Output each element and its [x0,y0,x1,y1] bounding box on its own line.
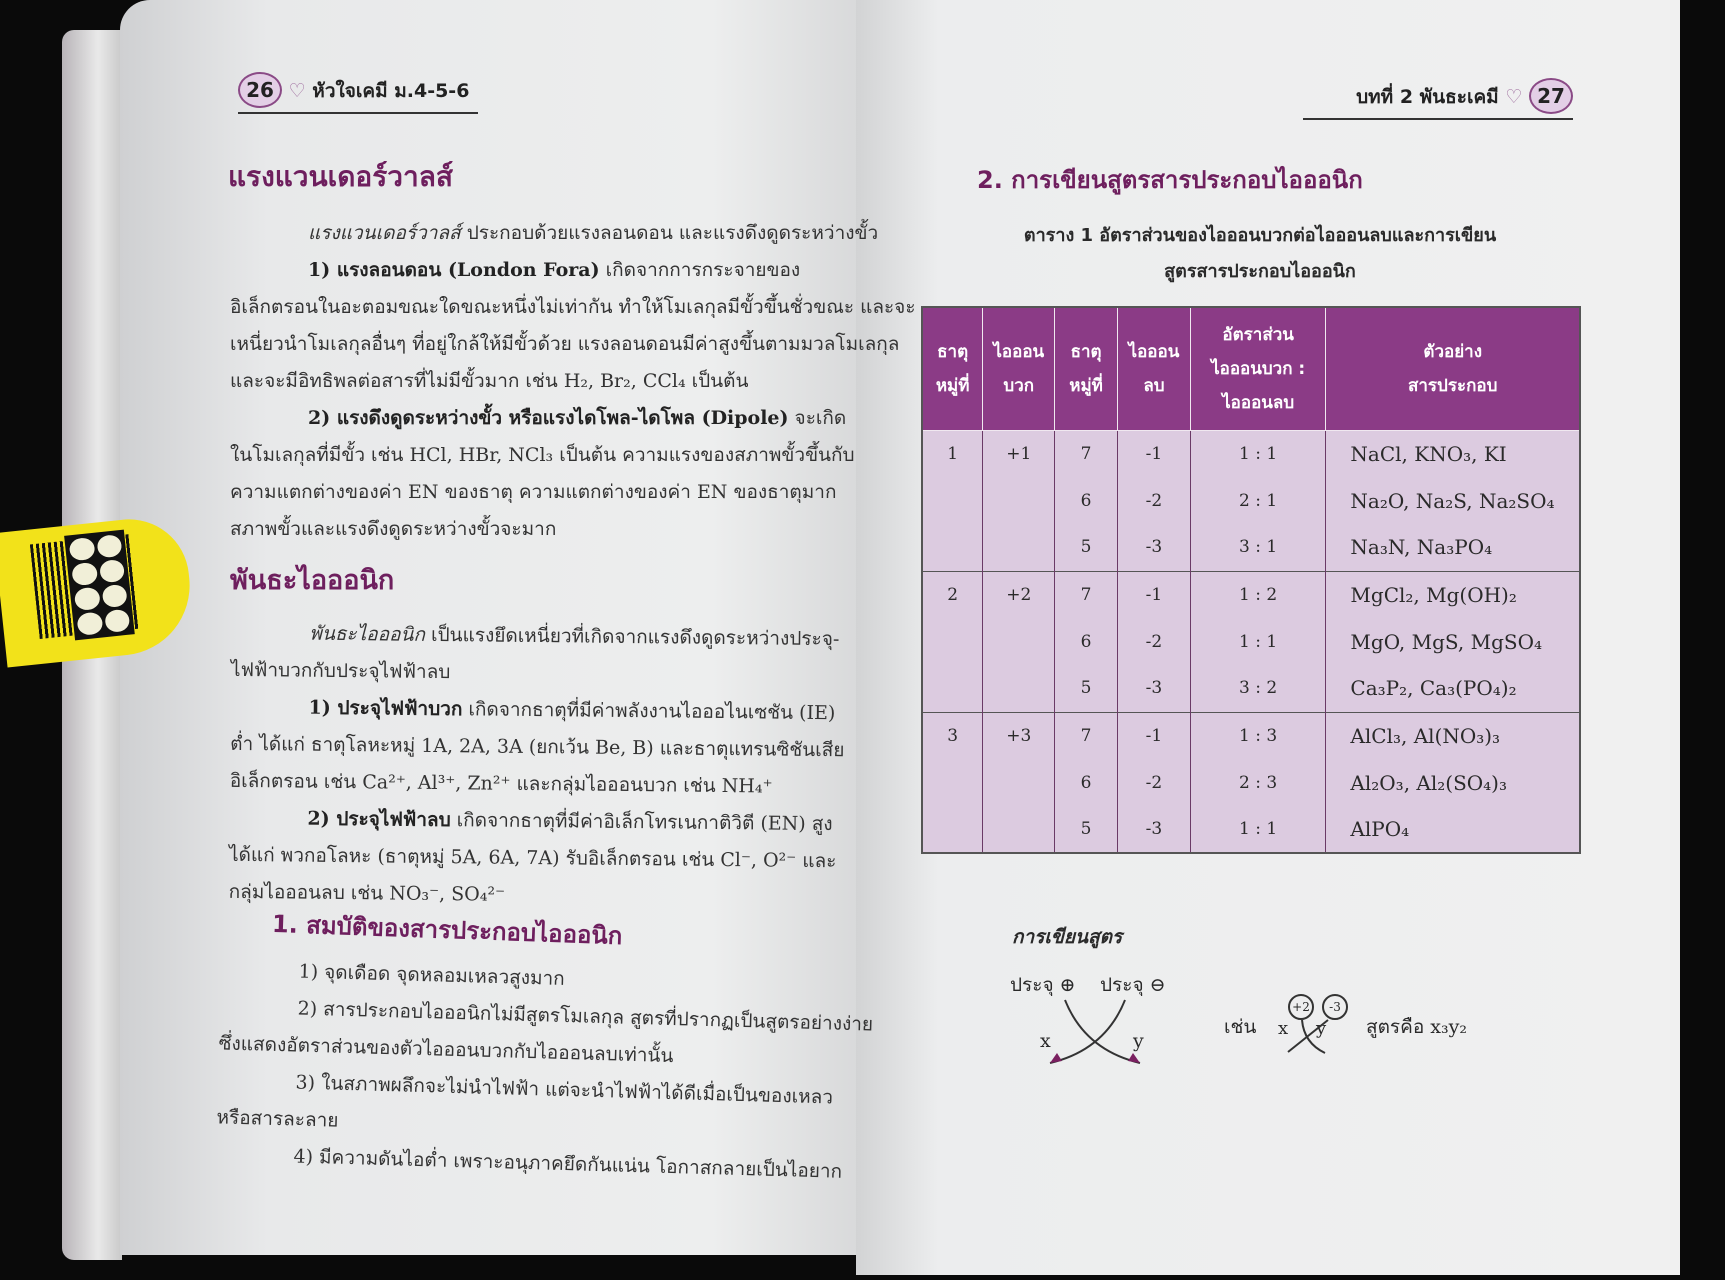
section-title: 1. สมบัติของสารประกอบไอออนิก [271,909,623,951]
line-text: และจะมีอิทธิพลต่อสารที่ไม่มีขั้วมาก เช่น H₂, Br₂, CCl₄ เป็นต้น [230,370,749,392]
y-label: y [1133,1030,1144,1052]
table-cell [922,524,983,571]
negative-charge-label: ประจุ ⊖ [1100,974,1166,996]
text-line [230,289,916,326]
column-header: อัตราส่วน ไอออนบวก : ไอออนลบ [1190,307,1326,430]
line-text: เหนี่ยวนำโมเลกุลอื่นๆ ที่อยู่ใกล้ให้มีขั้วด้วย แรงลอนดอนมีค่าสูงขึ้นตามมวลโมเลกุล [230,333,900,355]
table-cell: +3 [983,712,1055,759]
text-line [228,837,837,880]
line-text: 3) ในสภาพผลึกจะไม่นำไฟฟ้า แต่จะนำไฟฟ้าได้ดีเมื่อเป็นของเหลว [295,1071,834,1109]
table-cell: 2 : 3 [1190,759,1326,806]
table-cell: -1 [1117,430,1190,477]
text-line [231,652,835,695]
line-text: เกิดจากการกระจายของ [599,259,801,281]
column-header: ธาตุ หมู่ที่ [922,307,983,430]
table-cell [983,477,1055,524]
text-line [230,215,879,252]
text-line [230,726,845,769]
line-text: ต่ำ ได้แก่ ธาตุโลหะหมู่ 1A, 2A, 3A (ยกเว้น Be, B) และธาตุแทรนซิชันเสีย [230,732,845,762]
table-cell: -2 [1117,618,1190,665]
table-cell: 1 : 2 [1190,571,1326,618]
table-cell [922,759,983,806]
ex-negative-charge: -3 [1322,994,1348,1020]
text-line [230,326,900,363]
ex-positive-charge: +2 [1288,994,1314,1020]
line-text: ได้แก่ พวกอโลหะ (ธาตุหมู่ 5A, 6A, 7A) รับอิเล็กตรอน เช่น Cl⁻, O²⁻ และ [228,843,837,873]
table-cell: 3 [922,712,983,759]
text-line [230,511,834,548]
ex-cross-arrow [1280,1018,1340,1058]
section-title: แรงแวนเดอร์วาลส์ [228,160,453,193]
table-cell: -3 [1117,806,1190,853]
table-caption: สูตรสารประกอบไอออนิก [1164,261,1356,282]
table-cell: 7 [1055,430,1118,477]
bold-lead: 1) แรงลอนดอน (London Fora) [308,259,600,281]
line-text: อิเล็กตรอน เช่น Ca²⁺, Al³⁺, Zn²⁺ และกลุ่มไอออนบวก เช่น NH₄⁺ [229,769,773,798]
positive-charge-label: ประจุ ⊕ [1010,974,1076,996]
text-line [230,363,834,400]
table-row [922,712,1580,759]
table-cell: +1 [983,430,1055,477]
text-line [229,800,833,843]
column-header: ไอออน ลบ [1117,307,1190,430]
table-cell: 3 : 2 [1190,665,1326,712]
table-cell [983,524,1055,571]
table-cell: 1 [922,430,983,477]
table-cell: 6 [1055,618,1118,665]
running-title: หัวใจเคมี ม.4-5-6 [312,80,470,102]
line-text: อิเล็กตรอนในอะตอมขณะใดขณะหนึ่งไม่เท่ากัน ทำให้โมเลกุลมีขั้วขึ้นชั่วขณะ และจะ [230,296,916,318]
section3-body [215,951,874,1190]
heart-flask-icon: ♡ [288,80,306,102]
table-cell: AlPO₄ [1326,806,1580,853]
line-text: 4) มีความดันไอต่ำ เพราะอนุภาคยึดกันแน่น โอกาสกลายเป็นไอยาก [293,1145,843,1183]
table-cell: -3 [1117,665,1190,712]
table-cell: -1 [1117,571,1190,618]
ex-y-label: y [1316,1018,1327,1039]
line-text: ไฟฟ้าบวกกับประจุไฟฟ้าลบ [230,658,451,684]
column-header: ตัวอย่าง สารประกอบ [1326,307,1580,430]
line-text: กลุ่มไอออนลบ เช่น NO₃⁻, SO₄²⁻ [228,880,506,906]
table-cell: -3 [1117,524,1190,571]
line-text: จะเกิด [788,407,847,429]
table-cell [922,665,983,712]
table-cell: -1 [1117,712,1190,759]
text-line [230,437,855,474]
emphasis: พันธะไอออนิก [309,622,426,646]
table-cell [922,618,983,665]
table-cell: 7 [1055,571,1118,618]
table-cell [983,806,1055,853]
line-text: สภาพขั้วและแรงดึงดูดระหว่างขั้วจะมาก [230,518,557,540]
section2-body [228,615,845,917]
bold-lead: 2) ประจุไฟฟ้าลบ [307,807,451,832]
column-header: ไอออน บวก [983,307,1055,430]
table-cell: Al₂O₃, Al₂(SO₄)₃ [1326,759,1580,806]
table-cell: 7 [1055,712,1118,759]
table-cell: NaCl, KNO₃, KI [1326,430,1580,477]
table-row [922,618,1580,665]
table-cell: Na₂O, Na₂S, Na₂SO₄ [1326,477,1580,524]
table-cell: +2 [983,571,1055,618]
ion-ratio-table [921,306,1581,854]
line-text: ในโมเลกุลที่มีขั้ว เช่น HCl, HBr, NCl₃ เป็นต้น ความแรงของสภาพขั้วขึ้นกับ [230,444,855,466]
table-row [922,665,1580,712]
left-page-header [238,72,478,114]
table-cell: 1 : 1 [1190,430,1326,477]
bold-lead: 2) แรงดึงดูดระหว่างขั้ว หรือแรงไดโพล-ไดโพล (Dipole) [308,407,789,429]
text-line [231,615,840,658]
line-text: ความแตกต่างของค่า EN ของธาตุ ความแตกต่างของค่า EN ของธาตุมาก [230,481,837,503]
text-line [230,689,834,732]
text-line [230,400,847,437]
column-header: ธาตุ หมู่ที่ [1055,307,1118,430]
table-cell: AlCl₃, Al(NO₃)₃ [1326,712,1580,759]
table-cell: -2 [1117,759,1190,806]
line-text: ซึ่งแสดงอัตราส่วนของตัวไอออนบวกกับไอออนลบเท่านั้น [218,1032,674,1068]
line-text: หรือสารละลาย [216,1106,339,1132]
ex-x-label: x [1278,1018,1289,1039]
table-row [922,430,1580,477]
x-label: x [1040,1030,1051,1052]
example-word: เช่น [1224,1016,1257,1038]
table-cell [922,477,983,524]
table-cell: 2 : 1 [1190,477,1326,524]
table-cell [922,806,983,853]
line-text: 2) สารประกอบไอออนิกไม่มีสูตรโมเลกุล สูตรที่ปรากฏเป็นสูตรอย่างง่าย [297,997,874,1036]
page-number: 27 [1529,78,1573,114]
line-text: เกิดจากธาตุที่มีค่าพลังงานไอออไนเซชัน (IE) [462,698,836,725]
table-cell: 5 [1055,806,1118,853]
table-cell: 6 [1055,477,1118,524]
line-text: 1) จุดเดือด จุดหลอมเหลวสูงมาก [298,960,566,990]
page-number: 26 [238,72,282,108]
table-cell [983,665,1055,712]
table-cell: 5 [1055,665,1118,712]
table-row [922,477,1580,524]
table-cell: 1 : 1 [1190,618,1326,665]
table-row [922,759,1580,806]
table-cell: -2 [1117,477,1190,524]
table-cell: 5 [1055,524,1118,571]
table-cell: 2 [922,571,983,618]
table-cell: Na₃N, Na₃PO₄ [1326,524,1580,571]
table-cell [983,618,1055,665]
section1-body [230,215,916,548]
table-cell: Ca₃P₂, Ca₃(PO₄)₂ [1326,665,1580,712]
text-line [230,763,834,806]
text-line [230,252,834,289]
table-cell: 1 : 1 [1190,806,1326,853]
running-title: บทที่ 2 พันธะเคมี [1356,86,1499,108]
bold-lead: 1) ประจุไฟฟ้าบวก [308,696,463,721]
line-text: เกิดจากธาตุที่มีค่าอิเล็กโทรเนกาติวิตี (EN) สูง [450,809,833,836]
line-text: เป็นแรงยึดเหนี่ยวที่เกิดจากแรงดึงดูดระหว่างประจุ- [424,623,840,651]
emphasis: แรงแวนเดอร์วาลส์ [308,222,461,244]
formula-title: การเขียนสูตร [1012,926,1123,948]
line-text: ประกอบด้วยแรงลอนดอน และแรงดึงดูดระหว่างขั้ว [460,222,879,244]
section-title: 2. การเขียนสูตรสารประกอบไอออนิก [977,166,1363,194]
table-cell [983,759,1055,806]
table-cell: 1 : 3 [1190,712,1326,759]
right-page-header [1303,78,1573,120]
heart-flask-icon: ♡ [1505,86,1523,108]
table-cell: MgCl₂, Mg(OH)₂ [1326,571,1580,618]
section-title: พันธะไอออนิก [230,565,395,596]
table-row [922,524,1580,571]
table-row [922,571,1580,618]
table-cell: 6 [1055,759,1118,806]
table-cell: 3 : 1 [1190,524,1326,571]
formula-result: สูตรคือ x₃y₂ [1366,1016,1467,1038]
table-cell: MgO, MgS, MgSO₄ [1326,618,1580,665]
table-caption: ตาราง 1 อัตราส่วนของไอออนบวกต่อไอออนลบและการเขียน [1023,225,1497,246]
text-line [230,474,837,511]
table-row [922,806,1580,853]
cross-arrow-diagram [1030,995,1150,1070]
